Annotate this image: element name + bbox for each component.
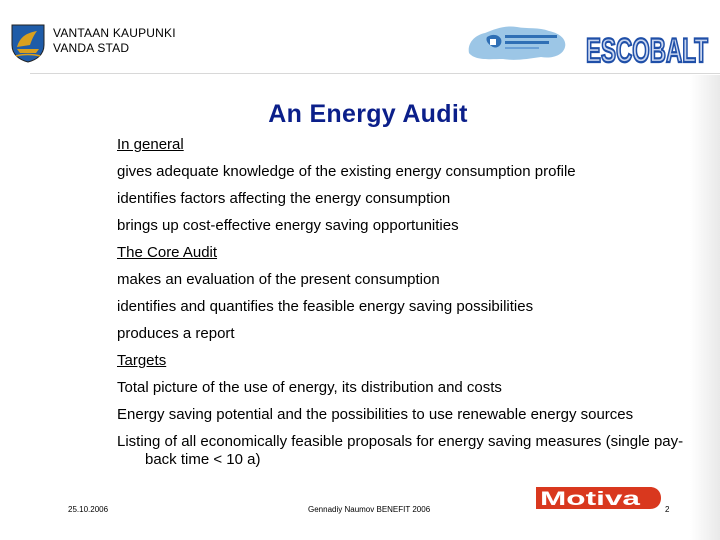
list-item: produces a report: [117, 325, 235, 342]
section-heading: In general: [117, 136, 184, 153]
motiva-logo: [530, 485, 662, 511]
footer-presenter: Gennadiy Naumov BENEFIT 2006: [308, 505, 431, 514]
baltic-sea-region-map-logo: [465, 23, 571, 63]
list-item: makes an evaluation of the present consumption: [117, 271, 440, 288]
escobalt-logo: [584, 26, 712, 70]
footer-date: 25.10.2006: [68, 505, 109, 514]
section-heading: Targets: [117, 352, 167, 369]
list-item: identifies and quantifies the feasible energy saving possibilities: [117, 298, 534, 315]
org-name-line1: VANTAAN KAUPUNKI: [53, 26, 176, 40]
section-heading: The Core Audit: [117, 244, 218, 261]
bullet-list: [117, 136, 697, 469]
page-number: 2: [665, 505, 670, 514]
list-item: Total picture of the use of energy, its distribution and costs: [117, 379, 502, 396]
list-item: brings up cost-effective energy saving opportunities: [117, 217, 459, 234]
slide-title: An Energy Audit: [268, 100, 468, 128]
list-item: gives adequate knowledge of the existing energy consumption profile: [117, 163, 576, 180]
list-item: identifies factors affecting the energy consumption: [117, 190, 451, 207]
svg-text:Motiva: Motiva: [540, 489, 641, 510]
list-item: Energy saving potential and the possibilities to use renewable energy sources: [117, 406, 634, 423]
org-name-line2: VANDA STAD: [53, 41, 130, 55]
city-crest-icon: [10, 23, 46, 63]
list-item: Listing of all economically feasible proposals for energy saving measures (single pay-back time < 10 a): [117, 433, 684, 468]
svg-text:ESCOBALT: ESCOBALT: [586, 32, 709, 70]
organization-name: [53, 26, 176, 56]
header-divider: [30, 73, 720, 74]
